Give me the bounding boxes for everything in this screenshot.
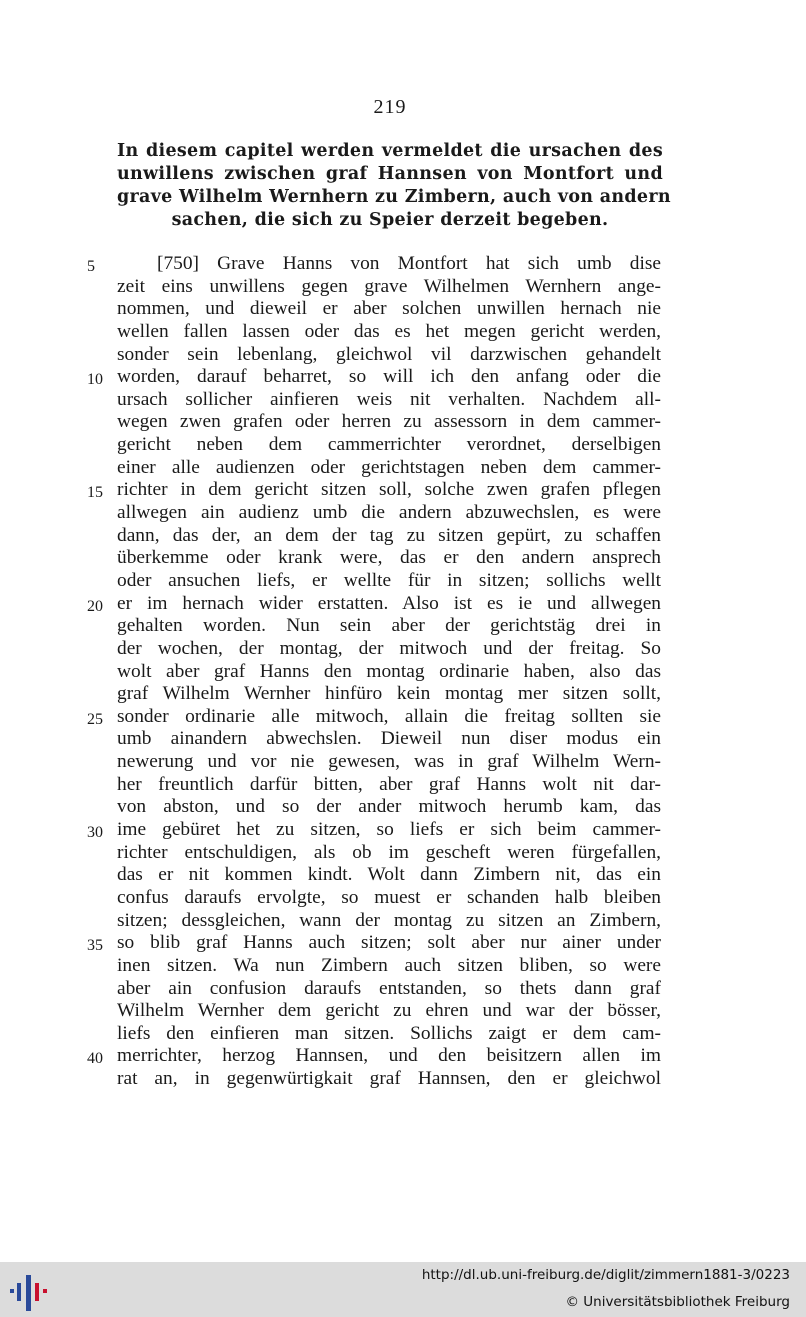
line-text: wolt aber graf Hanns den montag ordinarie haben, also das: [117, 660, 661, 682]
text-line: [117, 683, 661, 706]
text-line: [117, 955, 661, 978]
heading-line: grave Wilhelm Wernhern zu Zimbern, auch von andern: [117, 187, 671, 207]
text-line: [117, 276, 661, 299]
line-text: sonder sein lebenlang, gleichwol vil darzwischen gehandelt: [117, 343, 661, 365]
line-number: 5: [87, 258, 95, 275]
text-line: [117, 842, 661, 865]
line-text: confus daraufs ervolgte, so muest er schanden halb bleiben: [117, 886, 661, 908]
text-line: [117, 864, 661, 887]
line-text: [750] Grave Hanns von Montfort hat sich umb dise: [157, 253, 661, 274]
text-line: [117, 389, 661, 412]
line-text: richter in dem gericht sitzen soll, solche zwen grafen pflegen: [117, 479, 661, 501]
line-text: merrichter, herzog Hannsen, und den beisitzern allen im: [117, 1045, 661, 1067]
line-text: gehalten worden. Nun sein aber der gerichtstäg drei in: [117, 615, 661, 637]
chapter-heading: [117, 140, 671, 232]
text-line: [87, 253, 661, 276]
line-text: von abston, und so der ander mitwoch herumb kam, das: [117, 796, 661, 818]
text-line: [117, 638, 661, 661]
text-line: [87, 819, 661, 842]
text-line: [117, 1000, 661, 1023]
line-text: so blib graf Hanns auch sitzen; solt aber nur ainer under: [117, 932, 661, 954]
text-line: [117, 1068, 661, 1091]
line-text: umb ainandern abwechslen. Dieweil nun diser modus ein: [117, 728, 661, 750]
line-text: richter entschuldigen, als ob im gescheft weren fürgefallen,: [117, 841, 661, 863]
text-line: [117, 728, 661, 751]
text-line: [117, 298, 661, 321]
ub-freiburg-logo-icon: [8, 1270, 52, 1312]
text-line: [117, 615, 661, 638]
page-number: 219: [373, 96, 407, 118]
line-text: ursach sollicher ainfieren weis nit verhalten. Nachdem all-: [117, 388, 661, 410]
line-number: 10: [87, 371, 103, 389]
line-text: sitzen; dessgleichen, wann der montag zu sitzen an Zimbern,: [117, 909, 661, 931]
line-number: 25: [87, 710, 103, 728]
text-line: [117, 457, 661, 480]
text-line: [117, 661, 661, 684]
line-number: 40: [87, 1050, 103, 1068]
line-text: her freuntlich darfür bitten, aber graf Hanns wolt nit dar-: [117, 773, 661, 795]
line-text: der wochen, der montag, der mitwoch und der freitag. So: [117, 637, 661, 659]
line-text: worden, darauf beharret, so will ich den anfang oder die: [117, 366, 661, 388]
text-line: [87, 592, 661, 616]
text-line: [117, 774, 661, 797]
line-text: sonder ordinarie alle mitwoch, allain die freitag sollten sie: [117, 705, 661, 727]
line-text: graf Wilhelm Wernher hinfüro kein montag mer sitzen sollt,: [117, 683, 661, 705]
copyright-text: © Universitätsbibliothek Freiburg: [565, 1294, 790, 1310]
text-line: [87, 366, 661, 389]
heading-line: unwillens zwischen graf Hannsen von Montfort und: [117, 164, 663, 184]
line-text: inen sitzen. Wa nun Zimbern auch sitzen bliben, so were: [117, 954, 661, 976]
line-text: gericht neben dem cammerrichter verordnet, derselbigen: [117, 434, 661, 456]
text-line: [117, 910, 661, 933]
text-line: [87, 479, 661, 502]
line-text: wegen zwen grafen oder herren zu assessorn in dem cammer-: [117, 411, 661, 433]
line-text: liefs den einfieren man sitzen. Sollichs zaigt er dem cam-: [117, 1022, 661, 1044]
text-line: [117, 344, 661, 367]
text-line: [117, 1023, 661, 1046]
line-number: 20: [87, 597, 103, 615]
text-line: [117, 525, 661, 548]
text-line: [117, 547, 661, 570]
text-line: [87, 932, 661, 955]
text-line: [117, 570, 661, 593]
text-line: [87, 1045, 661, 1068]
footer-bar: [0, 1262, 806, 1317]
line-text: oder ansuchen liefs, er wellte für in sitzen; sollichs wellt: [117, 569, 661, 591]
text-line: [117, 502, 661, 525]
heading-line: In diesem capitel werden vermeldet die ursachen des: [117, 141, 663, 161]
text-line: [117, 434, 661, 457]
line-number: 15: [87, 484, 103, 502]
line-text: newerung und vor nie gewesen, was in graf Wilhelm Wern-: [117, 751, 661, 773]
body-text: [87, 253, 661, 1091]
line-text: überkemme oder krank were, das er den andern ansprech: [117, 547, 661, 569]
text-line: [117, 411, 661, 434]
source-url-link[interactable]: http://dl.ub.uni-freiburg.de/diglit/zimmern1881-3/0223: [421, 1267, 790, 1283]
line-text: allwegen ain audienz umb die andern abzuwechslen, es were: [117, 502, 661, 524]
line-number: 35: [87, 937, 103, 955]
text-line: [117, 796, 661, 819]
line-text: einer alle audienzen oder gerichtstagen neben dem cammer-: [117, 456, 661, 478]
line-text: zeit eins unwillens gegen grave Wilhelmen Wernhern ange-: [117, 275, 661, 297]
line-text: Wilhelm Wernher dem gericht zu ehren und war der bösser,: [117, 1000, 661, 1022]
text-line: [117, 321, 661, 344]
line-text: dann, das der, an dem der tag zu sitzen gepürt, zu schaffen: [117, 524, 661, 546]
line-text: er im hernach wider erstatten. Also ist es ie und allwegen: [117, 592, 661, 614]
text-line: [117, 751, 661, 774]
line-text: ime gebüret het zu sitzen, so liefs er sich beim cammer-: [117, 819, 661, 841]
line-text: nommen, und dieweil er aber solchen unwillen hernach nie: [117, 298, 661, 320]
line-text: rat an, in gegenwürtigkait graf Hannsen, den er gleichwol: [117, 1068, 661, 1090]
line-text: aber ain confusion daraufs entstanden, so thets dann graf: [117, 977, 661, 999]
text-line: [117, 887, 661, 910]
text-line: [87, 705, 661, 729]
line-number: 30: [87, 824, 103, 842]
line-text: das er nit kommen kindt. Wolt dann Zimbern nit, das ein: [117, 864, 661, 886]
heading-line: sachen, die sich zu Speier derzeit begeben.: [171, 210, 609, 230]
line-text: wellen fallen lassen oder das es het megen gericht werden,: [117, 320, 661, 342]
text-line: [117, 978, 661, 1001]
